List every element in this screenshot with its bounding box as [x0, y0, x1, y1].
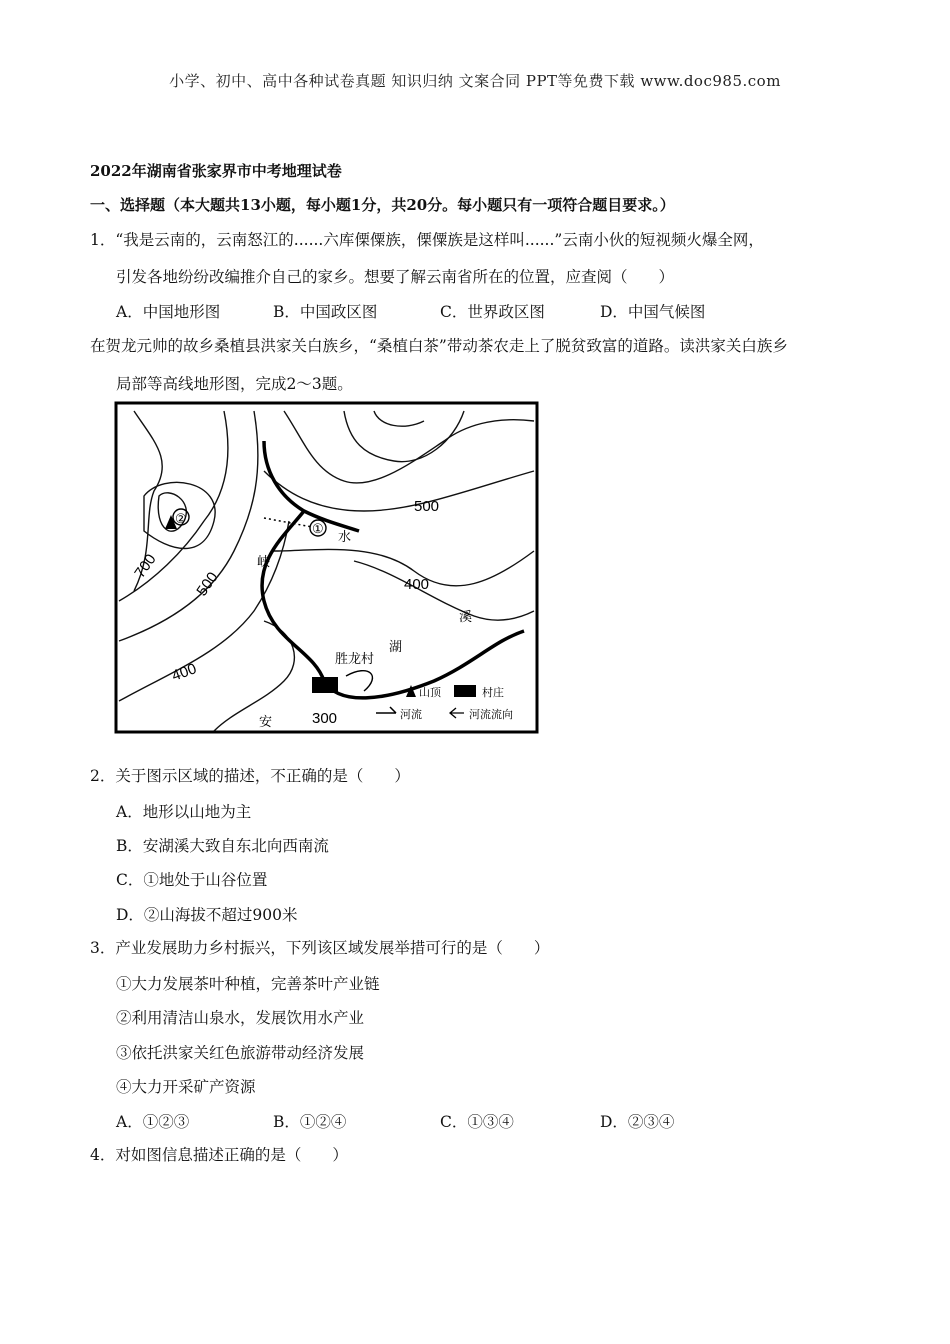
marker-1-label: ①	[312, 521, 324, 536]
q3-item-2: ②利用清洁山泉水，发展饮用水产业	[116, 1009, 365, 1027]
legend-village-icon	[454, 685, 476, 697]
q2-option-a: A．地形以山地为主	[116, 803, 252, 821]
q2-option-d: D．②山海拔不超过900米	[116, 906, 298, 924]
q3-item-1: ①大力发展茶叶种植，完善茶叶产业链	[116, 975, 380, 993]
q1-option-b: B．中国政区图	[273, 303, 378, 321]
q1-option-c: C．世界政区图	[440, 303, 545, 321]
village-name: 胜龙村	[335, 652, 375, 667]
q1-option-a: A．中国地形图	[116, 303, 221, 321]
q4-stem: 4．对如图信息描述正确的是（ ）	[90, 1146, 348, 1164]
q3-stem: 3．产业发展助力乡村振兴，下列该区域发展举措可行的是（ ）	[90, 939, 550, 957]
river-char-an: 安	[259, 715, 273, 730]
q3-item-4: ④大力开采矿产资源	[116, 1078, 256, 1096]
section-heading: 一、选择题（本大题共13小题，每小题1分，共20分。每小题只有一项符合题目要求。）	[90, 196, 675, 214]
contour-label-400a: 400	[404, 576, 430, 593]
intro-line1: 在贺龙元帅的故乡桑植县洪家关白族乡，“桑植白茶”带动茶农走上了脱贫致富的道路。读洪家关白族乡	[90, 337, 788, 355]
legend-peak: 山顶	[419, 686, 441, 699]
river-char-hu: 湖	[389, 640, 403, 655]
legend-flow: 河流流向	[469, 708, 513, 721]
q1-option-d: D．中国气候图	[600, 303, 706, 321]
river-char-shui: 水	[338, 530, 352, 545]
q3-option-a: A．①②③	[116, 1113, 190, 1131]
contour-label-300: 300	[312, 710, 338, 727]
contour-map	[114, 401, 539, 734]
q3-option-b: B．①②④	[273, 1113, 347, 1131]
legend-river: 河流	[400, 708, 422, 721]
q1-stem-line2: 引发各地纷纷改编推介自己的家乡。想要了解云南省所在的位置，应查阅（ ）	[116, 268, 675, 286]
page-header: 小学、初中、高中各种试卷真题 知识归纳 文案合同 PPT等免费下载 www.doc985.com	[169, 72, 781, 90]
contour-label-400b: 400	[169, 660, 199, 685]
village-icon	[312, 677, 338, 693]
q1-stem-line1: 1．“我是云南的，云南怒江的......六库傈僳族，傈僳族是这样叫......”云南小伙的短视频火爆全网，	[90, 231, 764, 249]
intro-line2: 局部等高线地形图，完成2～3题。	[116, 375, 353, 393]
q3-option-d: D．②③④	[600, 1113, 675, 1131]
contour-label-700: 700	[131, 551, 160, 582]
q2-option-b: B．安湖溪大致自东北向西南流	[116, 837, 329, 855]
river-char-xi: 溪	[459, 610, 473, 625]
legend-village: 村庄	[482, 686, 504, 699]
marker-2-label: ②	[175, 511, 187, 526]
q2-option-c: C．①地处于山谷位置	[116, 871, 268, 889]
q2-stem: 2．关于图示区域的描述，不正确的是（ ）	[90, 767, 410, 785]
q3-option-c: C．①③④	[440, 1113, 514, 1131]
q3-item-3: ③依托洪家关红色旅游带动经济发展	[116, 1044, 365, 1062]
river-char-xia: 峡	[257, 555, 271, 570]
exam-title: 2022年湖南省张家界市中考地理试卷	[90, 162, 342, 180]
contour-label-500b: 500	[193, 569, 222, 600]
contour-label-500a: 500	[414, 498, 440, 515]
